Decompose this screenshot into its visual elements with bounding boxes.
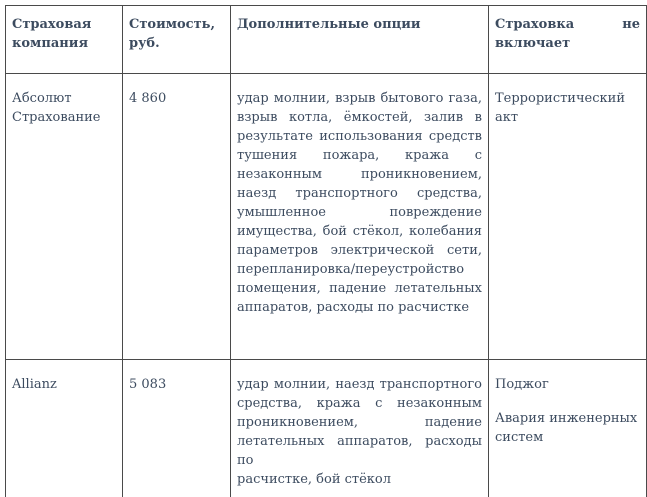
table-row (6, 74, 647, 360)
cell-options (231, 360, 489, 497)
options-line: тушения пожара, кража с (237, 148, 482, 163)
options-line: наезд транспортного средства, (237, 186, 482, 201)
header-excludes-line2: включает (495, 36, 571, 51)
options-line: имущества, бой стёкол, колебания (237, 224, 482, 239)
header-options: Дополнительные опции (231, 6, 489, 74)
header-company: Страховая компания (6, 6, 123, 74)
cell-cost: 5 083 (123, 360, 231, 497)
options-line: удар молнии, наезд транспортного (237, 377, 482, 392)
header-cost: Стоимость, руб. (123, 6, 231, 74)
options-line: расчистке, бой стёкол (237, 472, 391, 487)
cell-company: Абсолют Страхование (6, 74, 123, 360)
options-line: проникновением, падение (237, 415, 482, 430)
exclusion-item: Авария инженерных систем (495, 411, 638, 445)
exclusion-item: Террористический акт (495, 91, 625, 125)
options-line: взрыв котла, ёмкостей, залив в (237, 110, 482, 125)
header-row (6, 6, 647, 74)
cell-company: Allianz (6, 360, 123, 497)
options-line: средства, кража с незаконным (237, 396, 482, 411)
exclusion-item: Поджог (495, 377, 549, 392)
options-line: помещения, падение летательных (237, 281, 482, 296)
options-line: параметров электрической сети, (237, 243, 482, 258)
options-line: умышленное повреждение (237, 205, 482, 220)
options-line: аппаратов, расходы по расчистке (237, 300, 470, 315)
options-line: летательных аппаратов, расходы по (237, 434, 482, 468)
header-excludes-line1: Страховка не (495, 17, 640, 32)
insurance-table (5, 5, 647, 497)
options-line: перепланировка/переустройство (237, 262, 465, 277)
cell-excludes (489, 74, 647, 360)
header-excludes (489, 6, 647, 74)
cell-excludes (489, 360, 647, 497)
cell-options (231, 74, 489, 360)
options-line: результате использования средств (237, 129, 482, 144)
table-row (6, 360, 647, 497)
options-line: незаконным проникновением, (237, 167, 482, 182)
cell-cost: 4 860 (123, 74, 231, 360)
options-line: удар молнии, взрыв бытового газа, (237, 91, 482, 106)
